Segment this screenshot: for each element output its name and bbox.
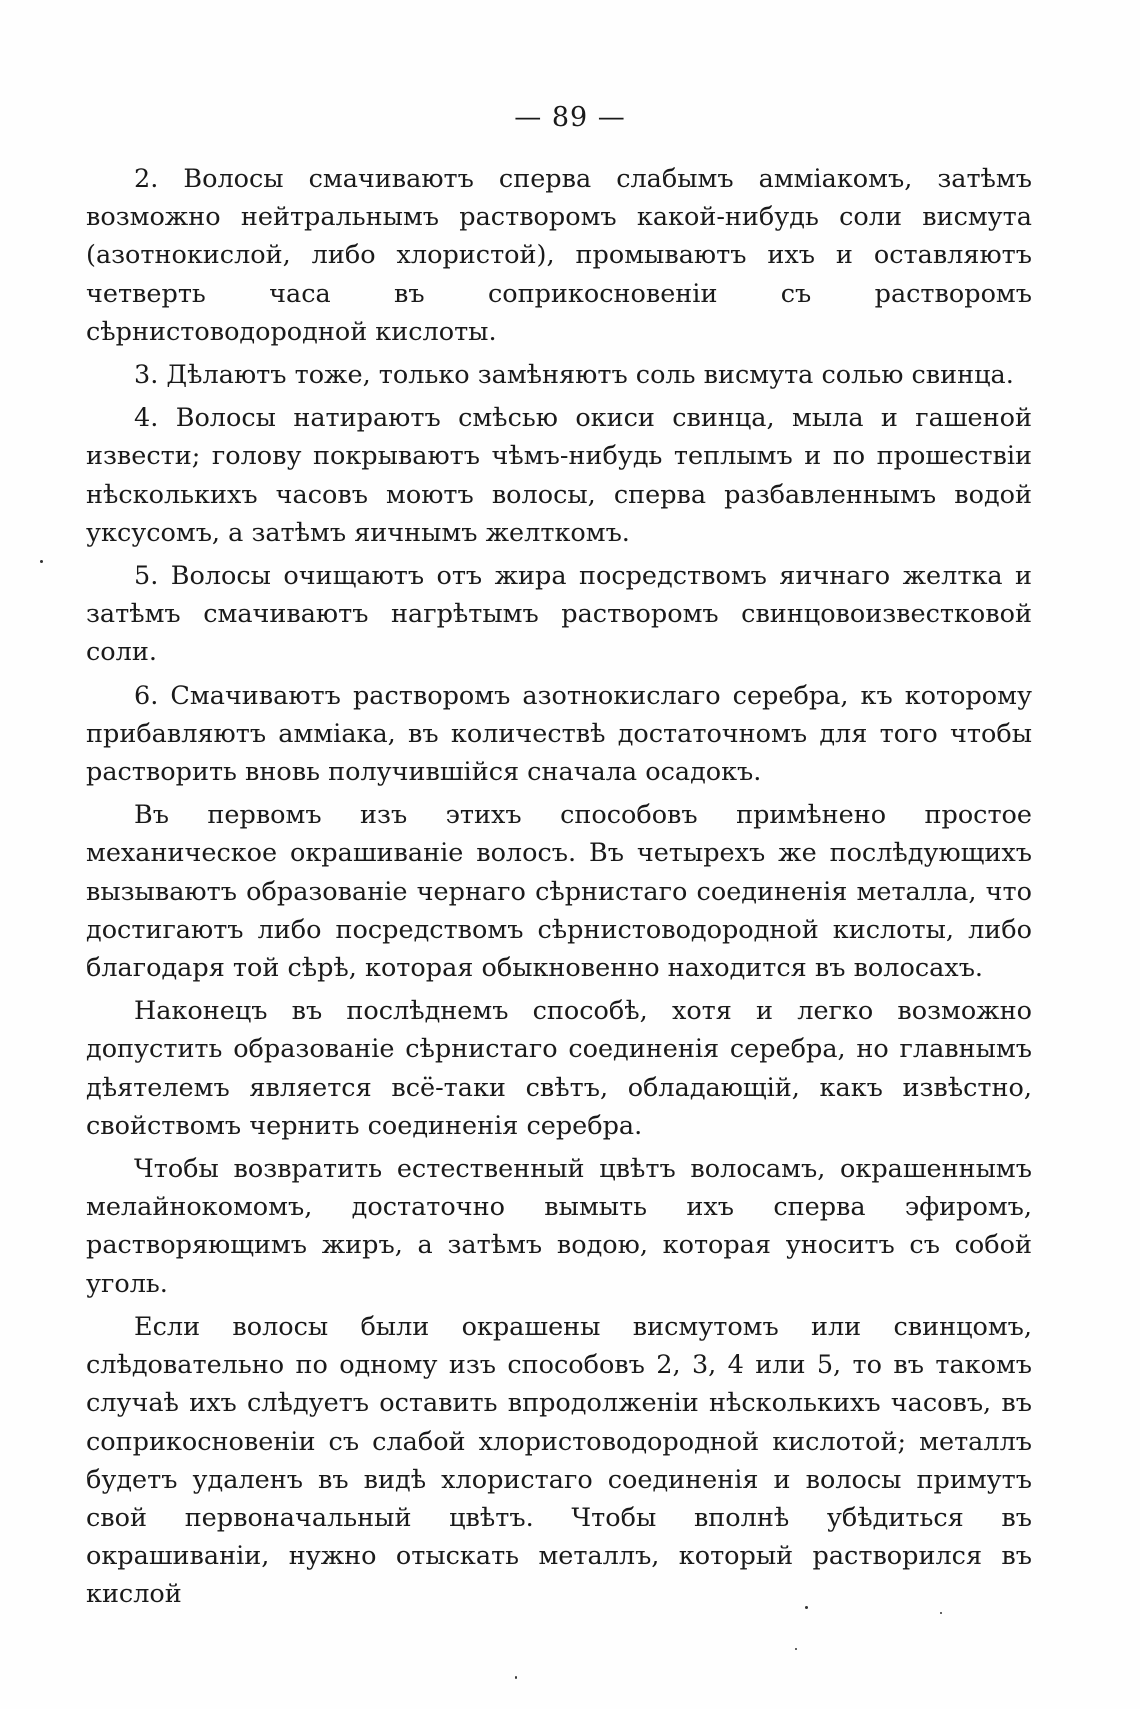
paragraph: Въ первомъ изъ этихъ способовъ примѣнено простое механическое окрашиваніе волосъ. Въ четырехъ же послѣдующихъ вызываютъ образованіе чернаго сѣрнистаго соединенія металла, что достигаютъ либо посредствомъ сѣрнистоводородной кислоты, либо благодаря той сѣрѣ, которая обыкновенно находится въ волосахъ.: [86, 800, 1032, 984]
print-speck: [940, 1612, 942, 1614]
paragraph: 3. Дѣлаютъ тоже, только замѣняютъ соль висмута солью свинца.: [134, 360, 1014, 391]
print-speck: [515, 1676, 517, 1679]
paragraph: 6. Смачиваютъ растворомъ азотнокислаго серебра, къ которому прибавляютъ амміака, въ количествѣ достаточномъ для того чтобы растворить вновь получившійся сначала осадокъ.: [86, 680, 1032, 788]
paragraph: 4. Волосы натираютъ смѣсью окиси свинца, мыла и гашеной извести; голову покрываютъ чѣмъ-нибудь теплымъ и по прошествіи нѣсколькихъ часовъ моютъ волосы, сперва разбавленнымъ водой уксусомъ, а затѣмъ яичнымъ желткомъ.: [86, 403, 1032, 548]
paragraph: 5. Волосы очищаютъ отъ жира посредствомъ яичнаго желтка и затѣмъ смачиваютъ нагрѣтымъ растворомъ свинцовоизвестковой соли.: [86, 561, 1032, 668]
page-number: — 89 —: [514, 102, 626, 133]
print-speck: [805, 1606, 808, 1609]
paragraph: Наконецъ въ послѣднемъ способѣ, хотя и легко возможно допустить образованіе сѣрнистаго соединенія серебра, но главнымъ дѣятелемъ является всё-таки свѣтъ, обладающій, какъ извѣстно, свойствомъ чернить соединенія серебра.: [86, 996, 1032, 1141]
paragraph: Если волосы были окрашены висмутомъ или свинцомъ, слѣдовательно по одному изъ способовъ 2, 3, 4 или 5, то въ такомъ случаѣ ихъ слѣдуетъ оставить впродолженіи нѣсколькихъ часовъ, въ соприкосновеніи съ слабой хлористоводородной кислотой; металлъ будетъ удаленъ въ видѣ хлористаго соединенія и волосы примутъ свой первоначальный цвѣтъ. Чтобы вполнѣ убѣдиться въ окрашиваніи, нужно отыскать металлъ, который растворился въ кислой: [86, 1311, 1032, 1610]
paragraph: 2. Волосы смачиваютъ сперва слабымъ амміакомъ, затѣмъ возможно нейтральнымъ растворомъ какой-нибудь соли висмута (азотнокислой, либо хлористой), промываютъ ихъ и оставляютъ четверть часа въ соприкосновеніи съ растворомъ сѣрнистоводородной кислоты.: [86, 164, 1032, 347]
paragraph: Чтобы возвратить естественный цвѣтъ волосамъ, окрашеннымъ мелайнокомомъ, достаточно вымыть ихъ сперва эфиромъ, растворяющимъ жиръ, а затѣмъ водою, которая уноситъ съ собой уголь.: [86, 1154, 1032, 1299]
page-text: [86, 160, 1032, 1619]
print-speck: [795, 1648, 797, 1650]
print-speck: [40, 560, 43, 563]
